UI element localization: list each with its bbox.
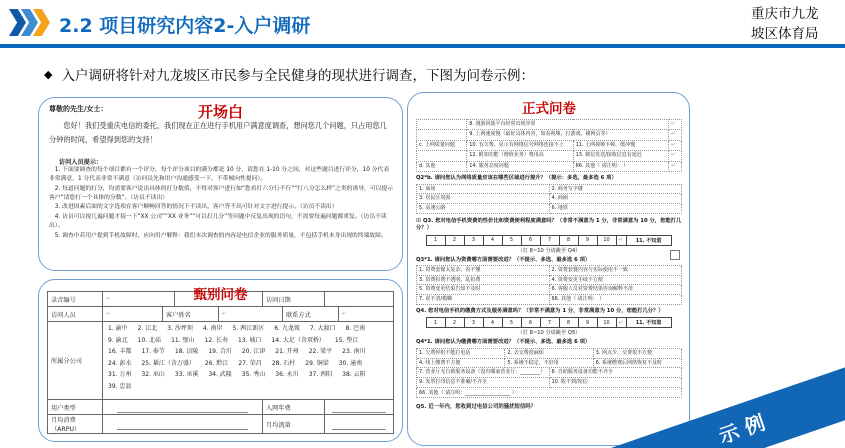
list-item: 5 (502, 235, 522, 246)
list-item: 31. 万州 (108, 371, 132, 378)
q2b-options (416, 184, 682, 214)
list-item: 8. 自助服务设备功能不齐全 (550, 368, 683, 378)
list-item: 10 (597, 317, 617, 328)
score-dontknow: 11. 不知道 (626, 317, 672, 328)
list-item: 3. 资费扣费不透明、乱扣费 (417, 276, 550, 286)
item-cell: 8. 漫游回拨平台经常出现异常 (467, 120, 669, 130)
list-item: 1. 资费套餐太复杂、看不懂 (417, 266, 550, 276)
list-item: 3. 居民区周围 (417, 194, 550, 204)
question-q3-text: Q3. 您对电信手机资费的性价比和资费便利程度满意吗？（非常不满意为 1 分，非常满意为 10 分，您能打几分？） (416, 217, 682, 232)
category-cell: d. 其他 (417, 161, 467, 171)
intro-text: 入户调研将针对九龙坡区市民参与全民健身的现状进行调查，下图为问卷示例： (61, 68, 534, 84)
list-item: 7. 营业厅无自助服务设备（没有哪家营业厅：________） (417, 368, 550, 378)
list-item: 9. 发票打印信息不准确/不齐全 (417, 378, 550, 388)
field-label-monthly-data: 月均流量 (262, 415, 324, 433)
list-item: 19. 合川 (208, 348, 232, 355)
question-q2b-heading: Q2*b. 请问您认为网络质量应该在哪些区域进行提升？（提示：多选，最多选 6 项） (416, 175, 617, 182)
organization-line: 坡区体育局 (751, 25, 819, 42)
score-row (416, 235, 682, 246)
paragraph-mark: ↵ (342, 311, 347, 317)
list-item: 7. 大渡口 (309, 325, 336, 332)
greeting-paragraph: 您好！我们受重庆电信的委托，我们现在正在进行手机用户满意度调查，想问您几个问题，只占用您几分钟的时间，希望得到您的支持！ (49, 121, 387, 145)
list-item: 34. 武隆 (208, 371, 232, 378)
list-item: 23. 南川 (342, 348, 366, 355)
list-item: 9 (578, 235, 598, 246)
list-item: 33. 巫溪 (174, 371, 199, 378)
list-item: 22. 梁平 (308, 348, 333, 355)
blank-line (332, 404, 385, 413)
list-item: 27. 荣昌 (238, 359, 262, 367)
question-q5-heading: Q5. 近一年内，您收到过电信公司的骚扰短信吗？ (416, 403, 537, 410)
list-item: 9 (578, 317, 598, 328)
list-item: 36. 永川 (275, 371, 299, 378)
paragraph-mark: ↵ (618, 319, 624, 326)
q4-1-options-row2 (416, 368, 682, 388)
list-item: 1 (426, 317, 446, 328)
list-item: 3. 网点少、交费很不方便 (594, 349, 682, 359)
paragraph-mark: ↵ (668, 140, 681, 150)
list-item: 4. 南岸 (202, 325, 223, 332)
paragraph-mark: ↵ (668, 161, 681, 171)
list-item: 4 (483, 317, 503, 328)
question-q3-heading (416, 217, 682, 233)
list-item: 4. 线上缴费不方便 (417, 359, 505, 369)
paragraph-mark: ↵ (668, 151, 681, 161)
field-label-contact: 联系方式 (282, 307, 338, 321)
section-title-formal: 正式问卷 (522, 101, 576, 117)
list-item: 13. 城口 (238, 336, 262, 344)
table-row (417, 120, 682, 130)
list-item: 66. 其他（ 请注明： ） (550, 295, 683, 305)
paragraph-mark: ↵ (106, 311, 111, 317)
paragraph-mark: ↵ (222, 311, 227, 317)
table-row (417, 140, 682, 150)
formal-body (416, 97, 682, 410)
list-item: 6. 系统缴费后网络恢复不及时 (594, 359, 682, 369)
header-chevrons (9, 9, 45, 36)
item-cell: 11. 上网视频卡顿、缓冲慢 (573, 140, 668, 150)
section-title-opening: 开场白 (197, 103, 243, 121)
list-item: 25. 綦江（含万盛） (141, 359, 195, 367)
list-item: 5. 高速公路 (417, 204, 550, 214)
blank-line (117, 421, 249, 430)
table-row (47, 414, 394, 434)
blank-line (332, 421, 385, 430)
list-item: 5 (502, 317, 522, 328)
paragraph-mark: ↵ (618, 237, 624, 244)
list-item: 29. 铜梁 (305, 359, 329, 367)
score-row (416, 317, 682, 328)
complaint-items-table (416, 119, 682, 172)
item-cell: 14. 服务态度问题 (467, 161, 573, 171)
list-item: 14. 大足（含双桥） (271, 336, 325, 344)
list-item: 2 (445, 317, 465, 328)
list-item: 6. 九龙坡 (274, 325, 300, 332)
list-item: 3. 沙坪坝 (167, 325, 193, 332)
list-item: 39. 忠县 (108, 382, 132, 390)
q4-1-other-option: 66. 其他（ 请注明：__________________ ） (416, 388, 682, 398)
field-label-user-type: 用户类型 (51, 404, 76, 412)
list-item: 5. 资费变更结果告知不及时 (417, 285, 550, 295)
field-value (338, 307, 393, 321)
table-row (47, 306, 394, 322)
organization-line: 重庆市九龙 (751, 6, 819, 22)
field-label-visit-date: 访问日期 (262, 292, 324, 306)
list-item: 17. 奉节 (141, 348, 165, 355)
list-item: 1. 欠费停机不能打电话 (417, 349, 505, 359)
checkbox-icon (670, 250, 680, 260)
paragraph-mark: ↵ (668, 130, 681, 140)
list-item: 28. 石柱 (271, 359, 296, 367)
field-value (102, 307, 162, 321)
item-cell: 66. 其他（ 请注明： ） (573, 161, 668, 171)
list-item: 2. 每道问题的打分，均需要客户说出具体的打分数值，不得对客户进行如“您看打六分行不行”“打八分怎么样”之类的诱导，可以提示客户“请您打一个具体的分数”。（访员不读出） (49, 185, 394, 201)
field-label-interviewer: 访问人员 (51, 311, 76, 319)
list-item: 18. 涪陵 (174, 348, 199, 355)
q4-1-options-row1 (416, 348, 682, 369)
item-cell: 9. 上网速度慢（最好具体内容，如看视频、打游戏、刷网页等） (467, 130, 669, 140)
list-item: 38. 云阳 (342, 371, 366, 378)
category-cell: c. 上网质量问题 (417, 140, 467, 150)
field-label-arpu (48, 415, 102, 433)
list-item: 1. 渝中 (108, 325, 128, 332)
list-item: 1. 下面要调查的每个项目都有一个评分，每个评分项目的满分都是 10 分，请您在 1-10 分之间，对这些题目进行评分，10 分代表非常满意，1 分代表非常不满意（访问员先和用户沟通感受一下，不带倾向性提问）。 (49, 166, 390, 183)
list-item: 8. 巴南 (345, 325, 366, 332)
list-item: 20. 江津 (241, 348, 266, 355)
list-item: 4. 资费变更手续不方便 (550, 276, 683, 286)
tips-title: 访问人员提示： (58, 158, 103, 166)
score-boxes (427, 235, 617, 246)
list-item: 7. 说不清/模糊 (417, 295, 550, 305)
field-label-customer-name: 客户姓名 (162, 307, 218, 321)
list-item: 10. 北碚 (137, 336, 162, 344)
list-item: 15. 垫江 (334, 336, 359, 344)
sample-ribbon-label: 示例 (715, 407, 775, 448)
list-item: 8 (559, 235, 579, 246)
organization-name (751, 5, 843, 44)
field-value (324, 400, 393, 414)
list-item: 1 (426, 235, 446, 246)
blank-line (117, 404, 249, 413)
table-anchor-icon: ⊞ (416, 216, 422, 224)
item-cell: 12. 附加功能（增值业务）费用高 (467, 151, 573, 161)
salutation: 尊敬的先生/女士： (49, 105, 108, 113)
list-item: 3. 改进因素后面的文字选项在客户顺畅回答的情况下不读出，客户答不出可针对文字进行提示。（访员不读出） (54, 204, 338, 211)
question-q4-1-heading: Q4*1. 请问您认为缴费哪方面需要改进？（不提示、多选、最多选 6 项） (416, 339, 591, 346)
question-q3-1-heading: Q3*1. 请问您认为资费哪方面需要改进？（不提示、多选、最多选 6 项） (416, 256, 591, 263)
category-cell (417, 120, 467, 130)
list-item: 3 (464, 317, 484, 328)
list-item: 5. 两江新区 (232, 325, 265, 332)
list-item: 9. 渝北 (108, 336, 128, 344)
intro-line (44, 64, 534, 84)
table-row (417, 151, 682, 161)
list-item: 35. 秀山 (241, 371, 266, 378)
list-item: 6 (521, 235, 541, 246)
list-item: 5. 调查中若用户提到手机故障时，应向用户解释：我们本次调查的内容是电信企业的服务质量，不包括手机本身出现的终端故障。 (54, 232, 387, 239)
diamond-bullet-icon: ◆ (44, 67, 53, 81)
list-item: 24. 彭水 (108, 359, 132, 367)
header-divider (0, 44, 845, 48)
item-cell: 10. 有欠费、显示有网络信号网络连接不上 (467, 140, 573, 150)
branch-list (108, 324, 388, 392)
paragraph-mark: ↵ (106, 296, 111, 302)
table-row (417, 130, 682, 140)
list-item: 1. 商场 (417, 185, 550, 195)
list-item: 5. 系统不稳定、不好用 (505, 359, 593, 369)
table-row (47, 321, 394, 400)
page-title: 2.2 项目研究内容2-入户调研 (59, 15, 311, 37)
list-item: 37. 酉阳 (308, 371, 333, 378)
list-item: 6. 地铁 (550, 204, 683, 214)
field-label-branch: 所属分公司 (51, 358, 82, 365)
table-row (47, 399, 394, 415)
list-item: 10 (597, 235, 617, 246)
score-boxes (427, 317, 617, 328)
list-item: 11. 璧山 (171, 336, 195, 344)
field-value (324, 415, 393, 433)
skip-note: （打 8~10 分请跳至 Q5） (517, 330, 581, 337)
list-item: 2. 商务写字楼 (550, 185, 683, 195)
opening-body (49, 104, 393, 241)
section-title-screening: 甄别问卷 (193, 287, 248, 303)
screening-questionnaire-card (38, 279, 403, 442)
list-item: 4. 商圈 (550, 194, 683, 204)
table-row (417, 161, 682, 171)
field-value (102, 415, 262, 433)
list-item: 2. 资费套餐内容与实际使用不一致 (550, 266, 683, 276)
list-item: 4 (483, 235, 503, 246)
list-item: 6 (521, 317, 541, 328)
q4-score-area (416, 317, 682, 336)
field-label-line: （ARPU） (51, 426, 81, 434)
list-item: 2. 去交费很麻烦 (505, 349, 593, 359)
list-item: 30. 潼南 (338, 359, 363, 367)
field-label-line: 月均消费 (51, 417, 76, 424)
field-label-recording-no: 录音编号 (51, 296, 76, 304)
formal-questionnaire-card (407, 92, 690, 446)
category-cell (417, 151, 467, 161)
list-item: 7 (540, 317, 560, 328)
list-item: 2 (445, 235, 465, 246)
q3-1-options (416, 265, 682, 305)
list-item: 2. 江北 (137, 325, 158, 332)
item-cell: 13. 微信发送/接收信息有延迟 (573, 151, 668, 161)
field-value (218, 307, 282, 321)
interviewer-tips (49, 166, 393, 241)
list-item: 21. 开州 (275, 348, 299, 355)
list-item: 26. 黔江 (204, 359, 229, 367)
branch-options-cell (102, 322, 393, 399)
skip-note: （打 8~10 分请跳至 Q4） (517, 247, 581, 254)
field-label-join-years: 入网年费 (262, 400, 324, 414)
list-item: 6. 客服人员对资费结果咨询解释不清 (550, 285, 683, 295)
list-item: 32. 巫山 (141, 371, 165, 378)
screening-table (47, 292, 394, 434)
list-item: 3 (464, 235, 484, 246)
opening-questionnaire-card (38, 97, 403, 271)
list-item: 10. 收不到/短信 (550, 378, 683, 388)
paragraph-mark: ↵ (668, 120, 681, 130)
field-value (102, 400, 262, 414)
list-item: 7 (540, 235, 560, 246)
list-item: 8 (559, 317, 579, 328)
question-q4-heading: Q4. 您对电信手机的缴费方式及服务满意吗？（非常不满意为 1 分，非常满意为 10 分，您能打几分？） (416, 307, 664, 314)
q3-score-area (416, 235, 682, 254)
list-item: 12. 长寿 (204, 336, 228, 344)
list-item: 16. 丰都 (108, 348, 132, 355)
category-cell (417, 130, 467, 140)
list-item: 4. 访员可以视几遍问题才接一下“XX 公司”“XX 业务”“可以打几分”等问题中反复出现的语句，不需要每遍问题都重复。（访员不读出）。 (49, 213, 387, 230)
score-dontknow: 11. 不知道 (626, 235, 672, 246)
